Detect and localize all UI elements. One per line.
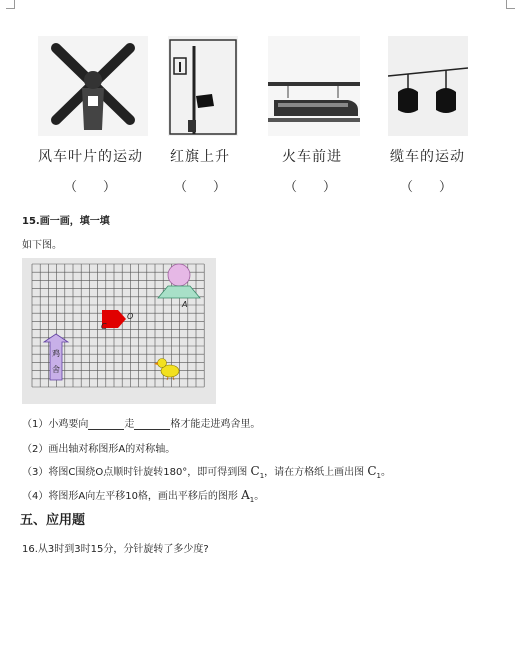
- label-o: O: [127, 312, 134, 321]
- sub-question-2: （2）画出轴对称图形A的对称轴。: [22, 444, 176, 455]
- caption-flag: 红旗上升: [170, 149, 230, 165]
- answer-paren-1: （ ）: [64, 180, 117, 195]
- flag-rising-picture: [168, 36, 238, 136]
- circle-shape: [168, 264, 190, 286]
- sub-question-4: [22, 487, 264, 504]
- sub-question-1-b: 走: [124, 419, 135, 430]
- answer-paren-2: （ ）: [174, 180, 227, 195]
- symbol-a-sub: 1: [249, 496, 255, 504]
- sub-question-4-a: （4）将图形A向左平移10格，画出平移后的图形: [22, 491, 238, 502]
- symbol-a: A: [241, 488, 250, 502]
- corner-mark-top-right: [506, 0, 515, 9]
- section-heading: 五、应用题: [20, 513, 86, 528]
- grid-figure: [22, 258, 216, 404]
- coop-label-2: 舍: [52, 365, 60, 374]
- cable-car-picture: [388, 36, 468, 136]
- windmill-picture: [38, 36, 148, 136]
- label-a: A: [182, 300, 188, 309]
- sub-question-3-a: （3）将图C围绕O点顺时针旋转180°，即可得到图: [22, 467, 248, 478]
- question-16: 16.从3时到3时15分，分针旋转了多少度?: [22, 544, 209, 555]
- sub-question-3-g: 。: [381, 467, 391, 478]
- caption-cable-car: 缆车的运动: [390, 149, 465, 165]
- question-15-title: 15.画一画，填一填: [22, 216, 110, 227]
- symbol-c-2-sub: 1: [376, 472, 381, 480]
- answer-blank-steps[interactable]: [134, 419, 170, 430]
- corner-mark-top-left: [6, 0, 15, 9]
- symbol-c: C: [250, 464, 260, 478]
- sub-question-4-d: 。: [254, 491, 265, 502]
- sub-question-1-a: （1）小鸡要向: [22, 419, 89, 430]
- sub-question-1-c: 格才能走进鸡舍里。: [170, 419, 261, 430]
- answer-paren-3: （ ）: [284, 180, 337, 195]
- coop-label-1: 鸡: [52, 349, 60, 358]
- caption-windmill: 风车叶片的运动: [38, 149, 143, 165]
- label-c: C: [101, 322, 107, 331]
- caption-train: 火车前进: [282, 149, 342, 165]
- answer-blank-direction[interactable]: [88, 419, 124, 430]
- symbol-c-2: C: [367, 464, 377, 478]
- sub-question-1: [22, 415, 260, 430]
- answer-paren-4: （ ）: [400, 180, 453, 195]
- question-15-intro: 如下图。: [22, 240, 62, 251]
- train-picture: [268, 36, 360, 136]
- symbol-c-sub: 1: [259, 472, 265, 480]
- sub-question-3: [22, 463, 391, 480]
- sub-question-3-d: ，请在方格纸上画出图: [264, 467, 365, 478]
